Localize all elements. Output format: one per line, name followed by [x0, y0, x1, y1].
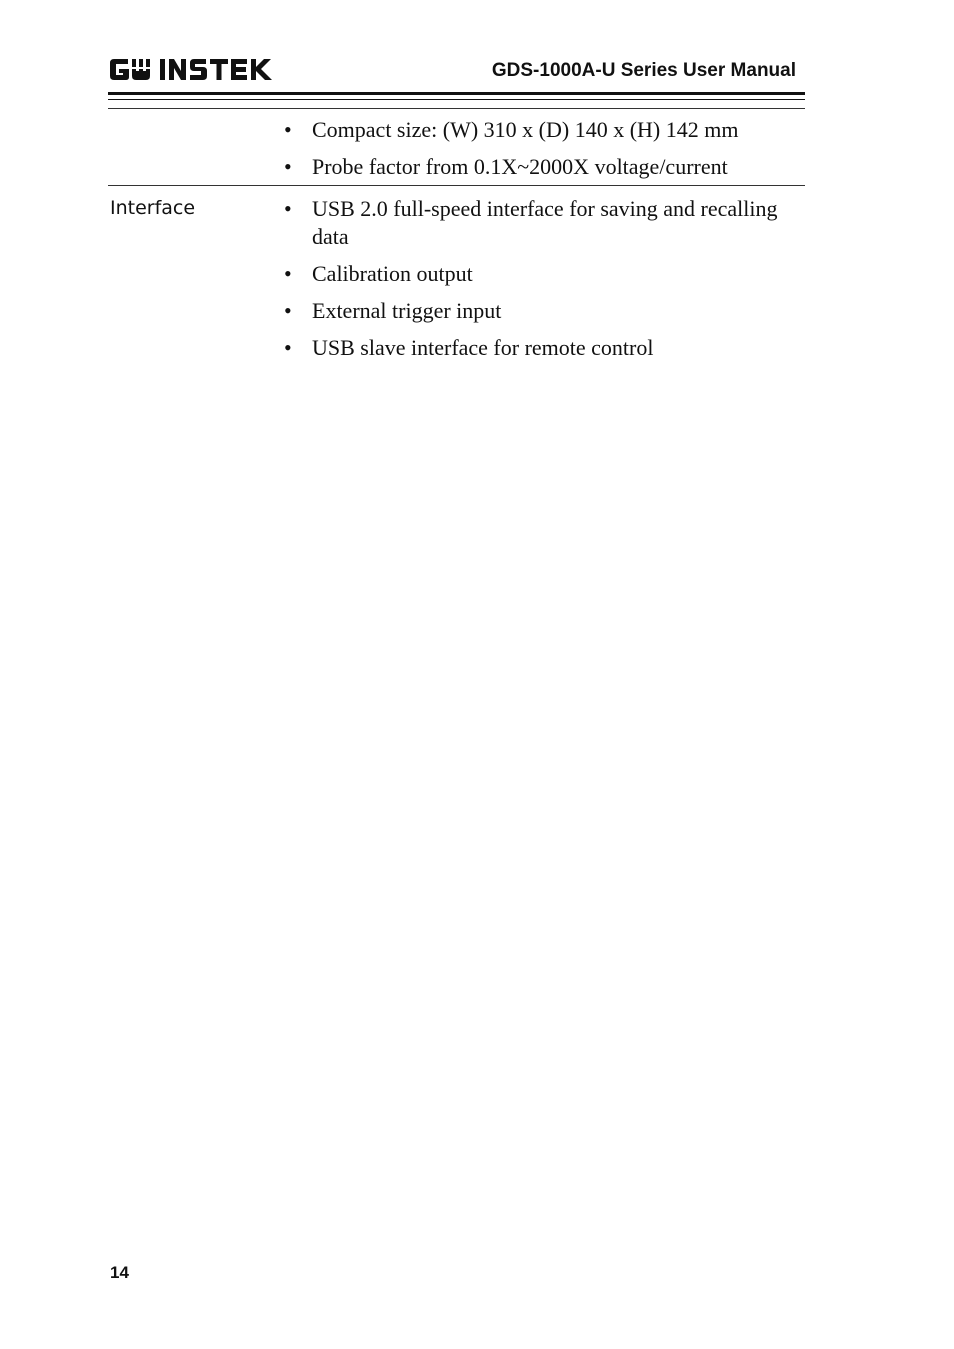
page-number: 14	[110, 1263, 129, 1282]
gw-instek-logo	[108, 55, 278, 85]
list-item	[284, 153, 784, 181]
list-item	[284, 260, 784, 288]
list-item	[284, 334, 784, 362]
bullet-text: USB 2.0 full-speed interface for saving and recalling data	[312, 196, 778, 249]
table-top-border	[108, 108, 805, 109]
bullet-glyph: •	[284, 154, 292, 179]
bullet-text: Calibration output	[312, 261, 473, 286]
interface-bullet-list	[284, 195, 784, 371]
list-item	[284, 195, 784, 251]
bullet-glyph: •	[284, 196, 292, 221]
bullet-glyph: •	[284, 335, 292, 360]
continuation-bullet-list	[284, 116, 784, 190]
gw-instek-logo-graphic	[108, 55, 278, 85]
bullet-text: USB slave interface for remote control	[312, 335, 654, 360]
bullet-glyph: •	[284, 261, 292, 286]
list-item	[284, 297, 784, 325]
header-rule-thick	[108, 92, 805, 95]
list-item	[284, 116, 784, 144]
row-separator	[108, 185, 805, 186]
header-rule-thin	[108, 99, 805, 100]
bullet-glyph: •	[284, 117, 292, 142]
bullet-text: Probe factor from 0.1X~2000X voltage/current	[312, 154, 728, 179]
bullet-glyph: •	[284, 298, 292, 323]
row-label-interface: Interface	[110, 197, 196, 219]
bullet-text: Compact size: (W) 310 x (D) 140 x (H) 142 mm	[312, 117, 739, 142]
bullet-text: External trigger input	[312, 298, 502, 323]
manual-title: GDS-1000A-U Series User Manual	[491, 60, 796, 81]
